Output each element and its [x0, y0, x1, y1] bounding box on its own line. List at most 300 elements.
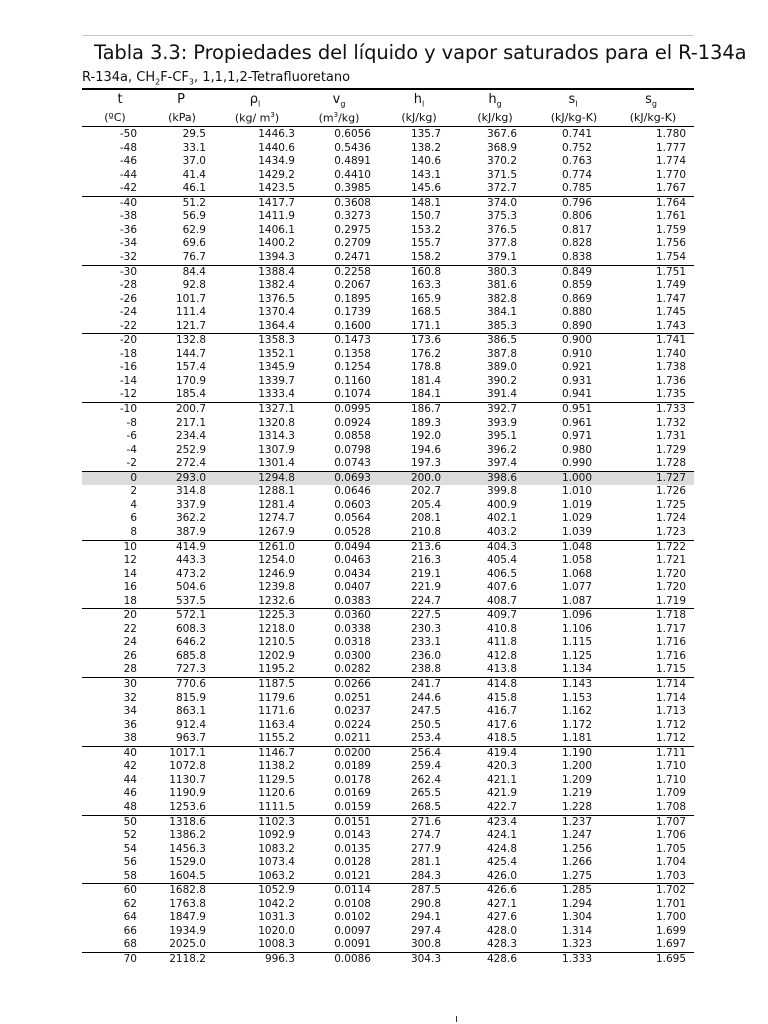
cell-sl: 1.172	[561, 718, 592, 731]
cell-vg: 0.0995	[334, 403, 371, 415]
cell-sl: 0.990	[561, 457, 592, 470]
cell-vg: 0.0266	[334, 678, 371, 690]
cell-hl: 224.7	[410, 594, 441, 607]
cell-t: -34	[119, 237, 137, 250]
cell-sl: 1.266	[561, 856, 592, 869]
cell-vg: 0.0300	[334, 649, 371, 662]
cell-sg: 1.741	[655, 334, 686, 347]
cell-sl: 1.256	[561, 842, 592, 855]
cell-sg: 1.708	[655, 800, 686, 813]
cell-t: -6	[126, 430, 137, 443]
cell-vg: 0.0200	[334, 746, 371, 759]
table-row	[82, 678, 694, 692]
cell-t: 54	[123, 842, 137, 855]
cell-vg: 0.0178	[334, 773, 371, 786]
cell-hg: 426.0	[486, 869, 517, 882]
table-row	[82, 568, 694, 582]
cell-t: 60	[123, 884, 137, 897]
cell-vg: 0.0603	[334, 498, 371, 511]
cell-vg: 0.0086	[334, 953, 371, 965]
cell-t: 56	[123, 856, 137, 869]
cell-p: 101.7	[175, 292, 206, 305]
cell-t: -42	[119, 182, 137, 195]
cell-t: -40	[119, 196, 137, 209]
cell-hg: 392.7	[486, 403, 517, 415]
cell-hg: 418.5	[486, 732, 517, 745]
cell-rho: 1364.4	[258, 319, 295, 332]
cell-vg: 0.0159	[334, 800, 371, 813]
cell-hg: 382.8	[486, 292, 517, 305]
cell-hl: 153.2	[410, 223, 441, 236]
cell-t: -28	[119, 279, 137, 292]
cell-rho: 1370.4	[258, 306, 295, 319]
cell-sl: 1.333	[561, 953, 592, 965]
cell-p: 1072.8	[169, 760, 206, 773]
cell-hl: 304.3	[410, 953, 441, 965]
cell-t: -44	[119, 168, 137, 181]
table-row	[82, 595, 694, 609]
cell-hg: 389.0	[486, 361, 517, 374]
cell-vg: 0.1739	[334, 306, 371, 319]
cell-vg: 0.0463	[334, 554, 371, 567]
cell-sg: 1.711	[655, 746, 686, 759]
table-row	[82, 663, 694, 677]
cell-sg: 1.721	[655, 554, 686, 567]
cell-p: 1529.0	[169, 856, 206, 869]
cell-sg: 1.747	[655, 292, 686, 305]
cell-hg: 414.8	[486, 678, 517, 690]
cell-t: -30	[119, 265, 137, 278]
cell-t: -4	[126, 443, 137, 456]
cell-hg: 390.2	[486, 374, 517, 387]
cell-hg: 385.3	[486, 319, 517, 332]
cell-vg: 0.0097	[334, 924, 371, 937]
cell-p: 111.4	[175, 306, 206, 319]
cell-hg: 371.5	[486, 168, 517, 181]
cell-vg: 0.3985	[334, 182, 371, 195]
cell-sl: 1.314	[561, 924, 592, 937]
table-row	[82, 128, 694, 142]
cell-hl: 213.6	[410, 540, 441, 553]
table-row	[82, 293, 694, 307]
table-row	[82, 334, 694, 348]
cell-sl: 1.077	[561, 581, 592, 594]
table-row	[82, 541, 694, 555]
cell-rho: 1376.5	[258, 292, 295, 305]
cell-rho: 1345.9	[258, 361, 295, 374]
cell-p: 37.0	[182, 155, 206, 168]
cell-hl: 160.8	[410, 265, 441, 278]
cell-sl: 0.785	[561, 182, 592, 195]
cell-hg: 386.5	[486, 334, 517, 347]
cell-t: -24	[119, 306, 137, 319]
cell-sg: 1.777	[655, 141, 686, 154]
cell-vg: 0.1895	[334, 292, 371, 305]
cell-p: 414.9	[175, 540, 206, 553]
cell-rho: 1092.9	[258, 829, 295, 842]
cell-t: -38	[119, 210, 137, 223]
cell-vg: 0.0564	[334, 512, 371, 525]
cell-vg: 0.0114	[334, 884, 371, 897]
cell-sl: 1.096	[561, 609, 592, 622]
cell-sg: 1.735	[655, 388, 686, 401]
cell-sl: 1.181	[561, 732, 592, 745]
cell-hg: 416.7	[486, 705, 517, 718]
cell-sg: 1.712	[655, 718, 686, 731]
cell-sl: 0.921	[561, 361, 592, 374]
cell-vg: 0.2471	[334, 250, 371, 263]
cell-hl: 181.4	[410, 374, 441, 387]
cell-hg: 427.6	[486, 911, 517, 924]
cell-rho: 1138.2	[258, 760, 295, 773]
table-row	[82, 650, 694, 664]
cell-sg: 1.751	[655, 265, 686, 278]
cell-sl: 1.228	[561, 800, 592, 813]
cell-sl: 1.106	[561, 622, 592, 635]
cell-hl: 244.6	[410, 691, 441, 704]
cell-rho: 1171.6	[258, 705, 295, 718]
cell-sl: 1.048	[561, 540, 592, 553]
cell-sg: 1.706	[655, 829, 686, 842]
cell-p: 963.7	[175, 732, 206, 745]
cell-sg: 1.770	[655, 168, 686, 181]
cell-hg: 427.1	[486, 897, 517, 910]
cell-sl: 0.941	[561, 388, 592, 401]
cell-sg: 1.733	[655, 403, 686, 415]
cell-hl: 163.3	[410, 279, 441, 292]
cell-sg: 1.729	[655, 443, 686, 456]
table-row	[82, 801, 694, 815]
table-row	[82, 554, 694, 568]
cell-rho: 1031.3	[258, 911, 295, 924]
table-row	[82, 774, 694, 788]
cell-hl: 208.1	[410, 512, 441, 525]
cell-vg: 0.0151	[334, 815, 371, 828]
cell-t: 52	[123, 829, 137, 842]
cell-p: 217.1	[175, 416, 206, 429]
cell-sl: 1.143	[561, 678, 592, 690]
table-row	[82, 266, 694, 280]
cell-t: -50	[119, 128, 137, 140]
cell-rho: 1129.5	[258, 773, 295, 786]
cell-sg: 1.727	[655, 471, 686, 484]
cell-hl: 241.7	[410, 678, 441, 690]
cell-vg: 0.1473	[334, 334, 371, 347]
table-row	[82, 182, 694, 196]
cell-p: 337.9	[175, 498, 206, 511]
table-row	[82, 155, 694, 169]
cell-p: 144.7	[175, 347, 206, 360]
cell-hl: 171.1	[410, 319, 441, 332]
cell-hg: 421.9	[486, 787, 517, 800]
cell-vg: 0.1160	[334, 374, 371, 387]
cell-sl: 1.019	[561, 498, 592, 511]
cell-hg: 403.2	[486, 525, 517, 538]
cell-p: 132.8	[175, 334, 206, 347]
cell-rho: 1400.2	[258, 237, 295, 250]
header-sg-unit: (kJ/kg-K)	[629, 111, 677, 124]
cell-vg: 0.0360	[334, 609, 371, 622]
header-t-symbol: t	[117, 92, 123, 107]
cell-sg: 1.728	[655, 457, 686, 470]
cell-sg: 1.740	[655, 347, 686, 360]
cell-sl: 1.219	[561, 787, 592, 800]
cell-vg: 0.0434	[334, 567, 371, 580]
cell-sg: 1.736	[655, 374, 686, 387]
cell-sl: 1.190	[561, 746, 592, 759]
table-row	[82, 444, 694, 458]
cell-hl: 256.4	[410, 746, 441, 759]
cell-hg: 380.3	[486, 265, 517, 278]
cell-rho: 1218.0	[258, 622, 295, 635]
cell-hg: 408.7	[486, 594, 517, 607]
table-row	[82, 719, 694, 733]
cell-sg: 1.759	[655, 223, 686, 236]
cell-sg: 1.749	[655, 279, 686, 292]
cell-t: 58	[123, 869, 137, 882]
cell-hl: 168.5	[410, 306, 441, 319]
cell-sg: 1.704	[655, 856, 686, 869]
cell-rho: 1239.8	[258, 581, 295, 594]
cell-sl: 1.237	[561, 815, 592, 828]
header-sg-symbol: $s_g$	[645, 92, 657, 109]
cell-hg: 393.9	[486, 416, 517, 429]
cell-p: 314.8	[175, 485, 206, 498]
cell-p: 33.1	[182, 141, 206, 154]
table-row	[82, 197, 694, 211]
cell-t: 42	[123, 760, 137, 773]
cell-sg: 1.712	[655, 732, 686, 745]
cell-hg: 424.1	[486, 829, 517, 842]
cell-p: 912.4	[175, 718, 206, 731]
cell-sg: 1.738	[655, 361, 686, 374]
table-row	[82, 870, 694, 884]
cell-rho: 1394.3	[258, 250, 295, 263]
header-p-symbol: P	[177, 92, 185, 107]
table-row	[82, 361, 694, 375]
cell-vg: 0.1074	[334, 388, 371, 401]
cell-vg: 0.0169	[334, 787, 371, 800]
cell-hl: 189.3	[410, 416, 441, 429]
cell-hg: 423.4	[486, 815, 517, 828]
cell-t: 18	[123, 594, 137, 607]
cell-hg: 402.1	[486, 512, 517, 525]
cell-rho: 1225.3	[258, 609, 295, 622]
table-row	[82, 732, 694, 746]
cell-vg: 0.2709	[334, 237, 371, 250]
subtitle-mid: F-CF	[160, 70, 189, 85]
cell-t: 44	[123, 773, 137, 786]
cell-rho: 1307.9	[258, 443, 295, 456]
cell-p: 2118.2	[169, 953, 206, 965]
cell-vg: 0.0091	[334, 938, 371, 951]
table-row	[82, 843, 694, 857]
cell-sl: 1.039	[561, 525, 592, 538]
cell-sg: 1.714	[655, 691, 686, 704]
cell-sl: 0.806	[561, 210, 592, 223]
cell-t: 16	[123, 581, 137, 594]
cell-rho: 1288.1	[258, 485, 295, 498]
table-row	[82, 925, 694, 939]
cell-hg: 404.3	[486, 540, 517, 553]
cell-rho: 1102.3	[258, 815, 295, 828]
table-row	[82, 485, 694, 499]
cell-sl: 0.774	[561, 168, 592, 181]
cell-vg: 0.4891	[334, 155, 371, 168]
cell-sl: 0.828	[561, 237, 592, 250]
cell-sg: 1.732	[655, 416, 686, 429]
cell-hl: 238.8	[410, 663, 441, 676]
cell-sl: 0.796	[561, 196, 592, 209]
cell-p: 252.9	[175, 443, 206, 456]
cell-hg: 400.9	[486, 498, 517, 511]
cell-p: 121.7	[175, 319, 206, 332]
cell-vg: 0.0189	[334, 760, 371, 773]
table-row	[82, 856, 694, 870]
cell-sl: 1.087	[561, 594, 592, 607]
cell-vg: 0.5436	[334, 141, 371, 154]
header-hl-symbol: $h_l$	[413, 92, 425, 109]
table-row	[82, 760, 694, 774]
cell-p: 84.4	[182, 265, 206, 278]
cell-rho: 1274.7	[258, 512, 295, 525]
header-rho-unit: (kg/ $m^3$)	[234, 111, 280, 125]
cell-vg: 0.0494	[334, 540, 371, 553]
table-row	[82, 279, 694, 293]
cell-rho: 1339.7	[258, 374, 295, 387]
cell-hg: 415.8	[486, 691, 517, 704]
cell-t: -2	[126, 457, 137, 470]
cell-sg: 1.720	[655, 581, 686, 594]
cell-p: 473.2	[175, 567, 206, 580]
cell-t: 36	[123, 718, 137, 731]
cell-sl: 0.752	[561, 141, 592, 154]
cell-hl: 184.1	[410, 388, 441, 401]
cell-t: 48	[123, 800, 137, 813]
cell-p: 62.9	[182, 223, 206, 236]
cell-vg: 0.3273	[334, 210, 371, 223]
table-row	[82, 623, 694, 637]
cell-vg: 0.2067	[334, 279, 371, 292]
cell-p: 685.8	[175, 649, 206, 662]
cell-p: 646.2	[175, 636, 206, 649]
header-vg-symbol: $v_g$	[332, 92, 346, 109]
cell-hg: 375.3	[486, 210, 517, 223]
cell-p: 443.3	[175, 554, 206, 567]
cell-hg: 372.7	[486, 182, 517, 195]
cell-t: -16	[119, 361, 137, 374]
cell-sl: 1.275	[561, 869, 592, 882]
cell-t: -46	[119, 155, 137, 168]
cell-sl: 0.859	[561, 279, 592, 292]
table-row	[82, 692, 694, 706]
table-row	[82, 609, 694, 623]
cell-vg: 0.0407	[334, 581, 371, 594]
table-row	[82, 526, 694, 540]
cell-p: 92.8	[182, 279, 206, 292]
cell-sg: 1.716	[655, 636, 686, 649]
cell-sl: 0.910	[561, 347, 592, 360]
cell-sg: 1.714	[655, 678, 686, 690]
cell-p: 2025.0	[169, 938, 206, 951]
cell-t: 24	[123, 636, 137, 649]
cell-hg: 381.6	[486, 279, 517, 292]
cell-t: -22	[119, 319, 137, 332]
header-sl-unit: (kJ/kg-K)	[550, 111, 598, 124]
cell-sg: 1.718	[655, 609, 686, 622]
cell-sg: 1.715	[655, 663, 686, 676]
cell-p: 46.1	[182, 182, 206, 195]
cell-hl: 178.8	[410, 361, 441, 374]
cell-t: -36	[119, 223, 137, 236]
cell-vg: 0.2258	[334, 265, 371, 278]
cell-hl: 227.5	[410, 609, 441, 622]
cell-hl: 300.8	[410, 938, 441, 951]
cell-sg: 1.774	[655, 155, 686, 168]
cell-sg: 1.723	[655, 525, 686, 538]
cell-p: 51.2	[182, 196, 206, 209]
cell-sl: 0.838	[561, 250, 592, 263]
cell-t: 8	[130, 525, 137, 538]
cell-rho: 1155.2	[258, 732, 295, 745]
cell-hl: 287.5	[410, 884, 441, 897]
cell-t: 26	[123, 649, 137, 662]
cell-vg: 0.1600	[334, 319, 371, 332]
cell-vg: 0.0693	[334, 471, 371, 484]
table-row	[82, 417, 694, 431]
table-row	[82, 787, 694, 801]
cell-rho: 1320.8	[258, 416, 295, 429]
cell-p: 1253.6	[169, 800, 206, 813]
cell-sl: 0.741	[561, 128, 592, 140]
cell-vg: 0.0102	[334, 911, 371, 924]
cell-t: 50	[123, 815, 137, 828]
cell-p: 293.0	[175, 471, 206, 484]
cell-sg: 1.764	[655, 196, 686, 209]
subtitle-prefix: R-134a, CH	[82, 70, 156, 85]
cell-t: 22	[123, 622, 137, 635]
cell-vg: 0.0211	[334, 732, 371, 745]
cell-sg: 1.705	[655, 842, 686, 855]
header-t-unit: (ºC)	[104, 111, 126, 124]
cell-hl: 250.5	[410, 718, 441, 731]
cell-sl: 0.980	[561, 443, 592, 456]
cell-sl: 0.880	[561, 306, 592, 319]
cell-hg: 421.1	[486, 773, 517, 786]
table-row	[82, 169, 694, 183]
cell-sg: 1.745	[655, 306, 686, 319]
cell-hl: 221.9	[410, 581, 441, 594]
cell-vg: 0.0383	[334, 594, 371, 607]
cell-vg: 0.0924	[334, 416, 371, 429]
subtitle-sub1: 2	[155, 77, 161, 87]
cell-rho: 1281.4	[258, 498, 295, 511]
cell-hg: 398.6	[486, 471, 517, 484]
bottom-tick-mark	[456, 1016, 457, 1022]
cell-hl: 138.2	[410, 141, 441, 154]
cell-vg: 0.0338	[334, 622, 371, 635]
cell-t: -14	[119, 374, 137, 387]
table-row	[82, 306, 694, 320]
cell-hl: 192.0	[410, 430, 441, 443]
cell-hg: 425.4	[486, 856, 517, 869]
cell-sg: 1.722	[655, 540, 686, 553]
cell-hg: 424.8	[486, 842, 517, 855]
cell-t: 38	[123, 732, 137, 745]
cell-rho: 1429.2	[258, 168, 295, 181]
cell-rho: 1382.4	[258, 279, 295, 292]
cell-rho: 1388.4	[258, 265, 295, 278]
